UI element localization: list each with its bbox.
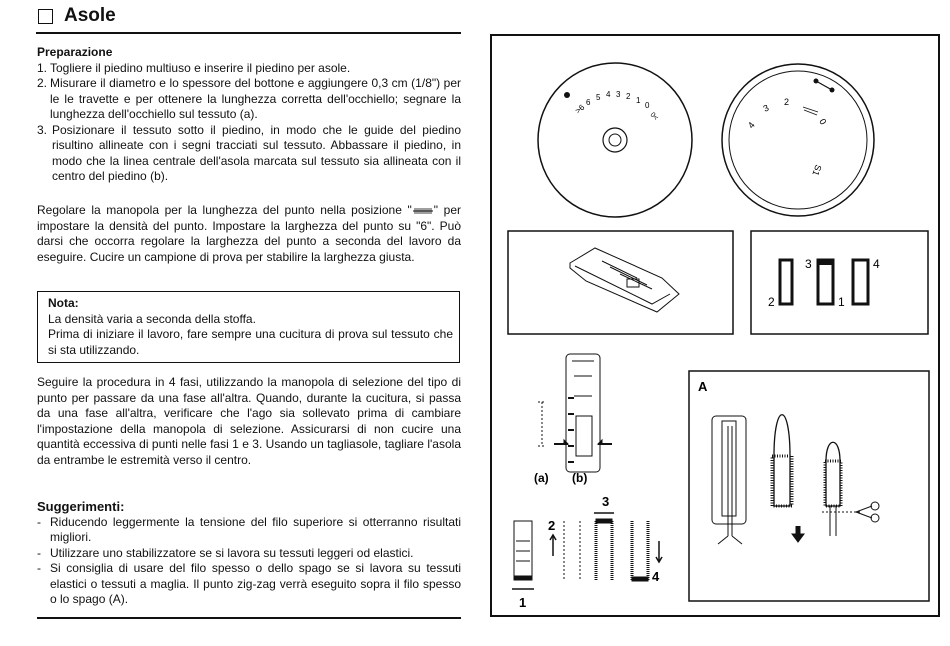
suggerimenti-section [37,499,461,608]
step-3: 3. Posizionare il tessuto sotto il piedino, in modo che le guide del piedino risultino allineate con i segni tracciati sul tessuto. Abbassare il piedino, in modo che la linea centrale dell'asola marcata sul tessuto sia allineata con il centro del piedino (b). [37,122,461,183]
phase-label-2: 2 [548,518,556,533]
dial2-buttonhole-mark [803,107,818,115]
stitch-width-dial [722,64,874,216]
nota-line-2: Prima di iniziare il lavoro, fare sempre una cucitura di prova sul tessuto che si sta utilizzando. [48,327,453,357]
dial1-right-mark: 0< [648,111,660,123]
dial1-num-5: 5 [596,93,601,102]
preparazione-section [37,45,461,185]
checkbox-square-icon [38,9,53,24]
stitch-length-dial [538,63,692,217]
dial2-num-4: 4 [745,120,757,131]
label-a: (a) [534,471,549,485]
step-label-2: 2 [768,295,775,309]
page-header [36,6,461,34]
label-A: A [698,379,708,394]
cord-box [689,371,929,601]
step-label-3: 3 [805,257,812,271]
procedura-paragraph: Seguire la procedura in 4 fasi, utilizzando la manopola di selezione del tipo di punto per passare da una fase all'altra. Quando, durante la cucitura, si passa da una fase all'altra, verificare che l'ago sia sollevato prima di cambiare l'impostazione della manopola di selezione. Assicurarsi di non cucire una quantità eccessiva di punti nelle fasi 1 e 3. Usando un tagliasole, tagliare l'asola da entrambe le estremità verso il centro. [37,375,461,467]
nota-box [37,291,460,363]
regolare-paragraph: Regolare la manopola per la lunghezza del punto nella posizione " " per impostare la densità del punto. Impostare la larghezza del punto su "6". Può darsi che occorra regolare la larghezza del punto a seconda del lavoro da eseguire. Cucire un campione di prova per stabilire la larghezza giusta. [37,203,461,264]
label-b: (b) [572,471,588,485]
step-label-4: 4 [873,257,880,271]
page-title: Asole [64,5,116,26]
nota-heading: Nota: [48,296,79,310]
suggerimento-2: - Utilizzare uno stabilizzatore se si lavora su tessuti leggeri od elastici. [37,545,414,560]
suggerimento-3: - Si consiglia di usare del filo spesso o dello spago se si lavora su tessuti elastici o tessuti a maglia. Il punto zig-zag verrà eseguito sopra il filo spesso o lo spago (A). [37,561,461,606]
cord-illustration [712,415,879,544]
dial1-left-mark: >6 [573,102,587,116]
step-2: 2. Misurare il diametro e lo spessore del bottone e aggiungere 0,3 cm (1/8") per le le travette e per ottenere la lunghezza corretta dell'occhiello; segnare la lunghezza dell'occhiello sul tessuto (a). [37,76,461,121]
dial1-num-0: 0 [645,101,650,110]
bottom-rule [37,617,461,619]
suggerimento-1: - Riducendo leggermente la tensione del filo superiore si otterranno risultati migliori. [37,514,461,544]
step-1: 1. Togliere il piedino multiuso e inserire il piedino per asole. [37,60,351,75]
preparazione-heading: Preparazione [37,45,113,59]
nota-line-1: La densità varia a seconda della stoffa. [48,311,256,326]
suggerimenti-heading: Suggerimenti: [37,499,125,514]
figure-illustrations [492,36,942,619]
phase-label-3: 3 [602,494,610,509]
step-label-1: 1 [838,295,845,309]
phase-illustrations [512,513,662,589]
buttonhole-steps [768,257,880,309]
dial2-num-2: 2 [784,97,790,107]
dial1-num-4: 4 [606,90,611,99]
buttonhole-foot-illustration [570,248,679,312]
presser-foot-box [508,231,733,334]
foot-alignment-illustration [538,354,612,472]
steps-box [751,231,928,334]
phase-label-4: 4 [652,569,660,584]
dial2-num-3: 3 [761,102,771,114]
figure-frame [490,34,940,617]
dial1-num-3: 3 [616,90,621,99]
dial1-num-6: 6 [586,98,591,107]
dial1-num-1: 1 [636,96,641,105]
dial2-num-0: 0 [817,117,829,127]
stitch-density-icon [412,207,434,215]
dial2-s-mark: S1 [810,163,824,178]
dial1-num-2: 2 [626,92,631,101]
phase-label-1: 1 [519,595,527,610]
